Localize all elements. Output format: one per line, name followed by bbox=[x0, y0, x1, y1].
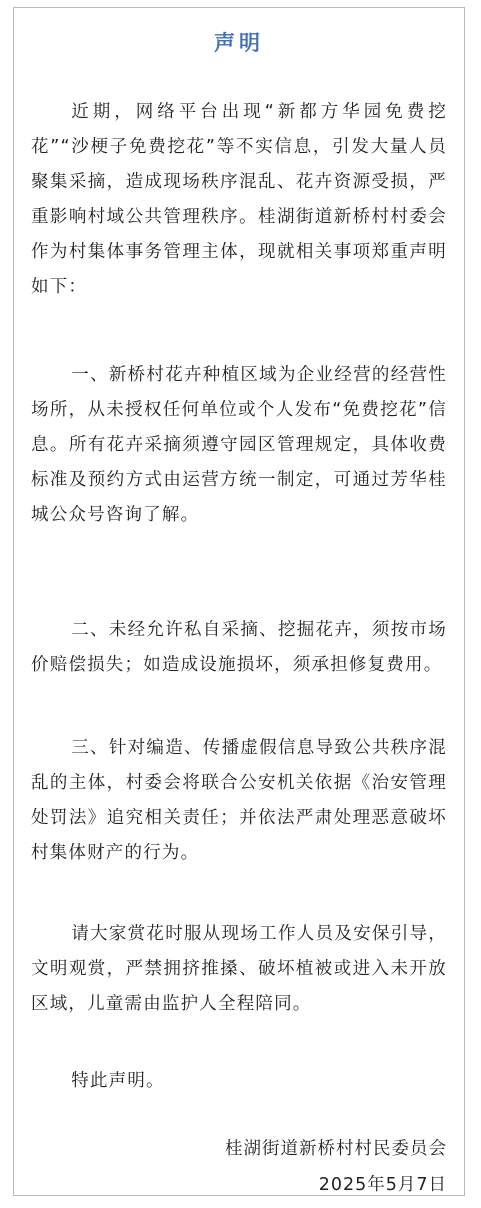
paragraph-reminder: 请大家赏花时服从现场工作人员及安保引导，文明观赏，严禁拥挤推搡、破坏植被或进入未开放区域，儿童需由监护人全程陪同。 bbox=[31, 924, 447, 1014]
paragraph-clause-2: 二、未经允许私自采摘、挖掘花卉，须按市场价赔偿损失；如造成设施损坏，须承担修复费用。 bbox=[31, 620, 447, 675]
signature-date: 2025年5月7日 bbox=[318, 1175, 447, 1195]
document-title: 声明 bbox=[214, 31, 264, 55]
paragraph-clause-3: 三、针对编造、传播虚假信息导致公共秩序混乱的主体，村委会将联合公安机关依据《治安管理处罚法》追究相关责任；并依法严肃处理恶意破坏村集体财产的行为。 bbox=[31, 738, 447, 863]
paragraph-intro: 近期，网络平台出现“新都方华园免费挖花”“沙梗子免费挖花”等不实信息，引发大量人员聚集采摘，造成现场秩序混乱、花卉资源受损，严重影响村域公共管理秩序。桂湖街道新桥村村委会作为村集体事务管理主体，现就相关事项郑重声明如下： bbox=[31, 102, 447, 297]
paragraph-clause-1: 一、新桥村花卉种植区域为企业经营的经营性场所，从未授权任何单位或个人发布“免费挖花”信息。所有花卉采摘须遵守园区管理规定，具体收费标准及预约方式由运营方统一制定，可通过芳华桂城公众号咨询了解。 bbox=[31, 365, 447, 525]
paragraph-closing: 特此声明。 bbox=[71, 1071, 165, 1091]
signature-organization: 桂湖街道新桥村村民委员会 bbox=[225, 1139, 447, 1159]
statement-document bbox=[13, 7, 465, 1196]
